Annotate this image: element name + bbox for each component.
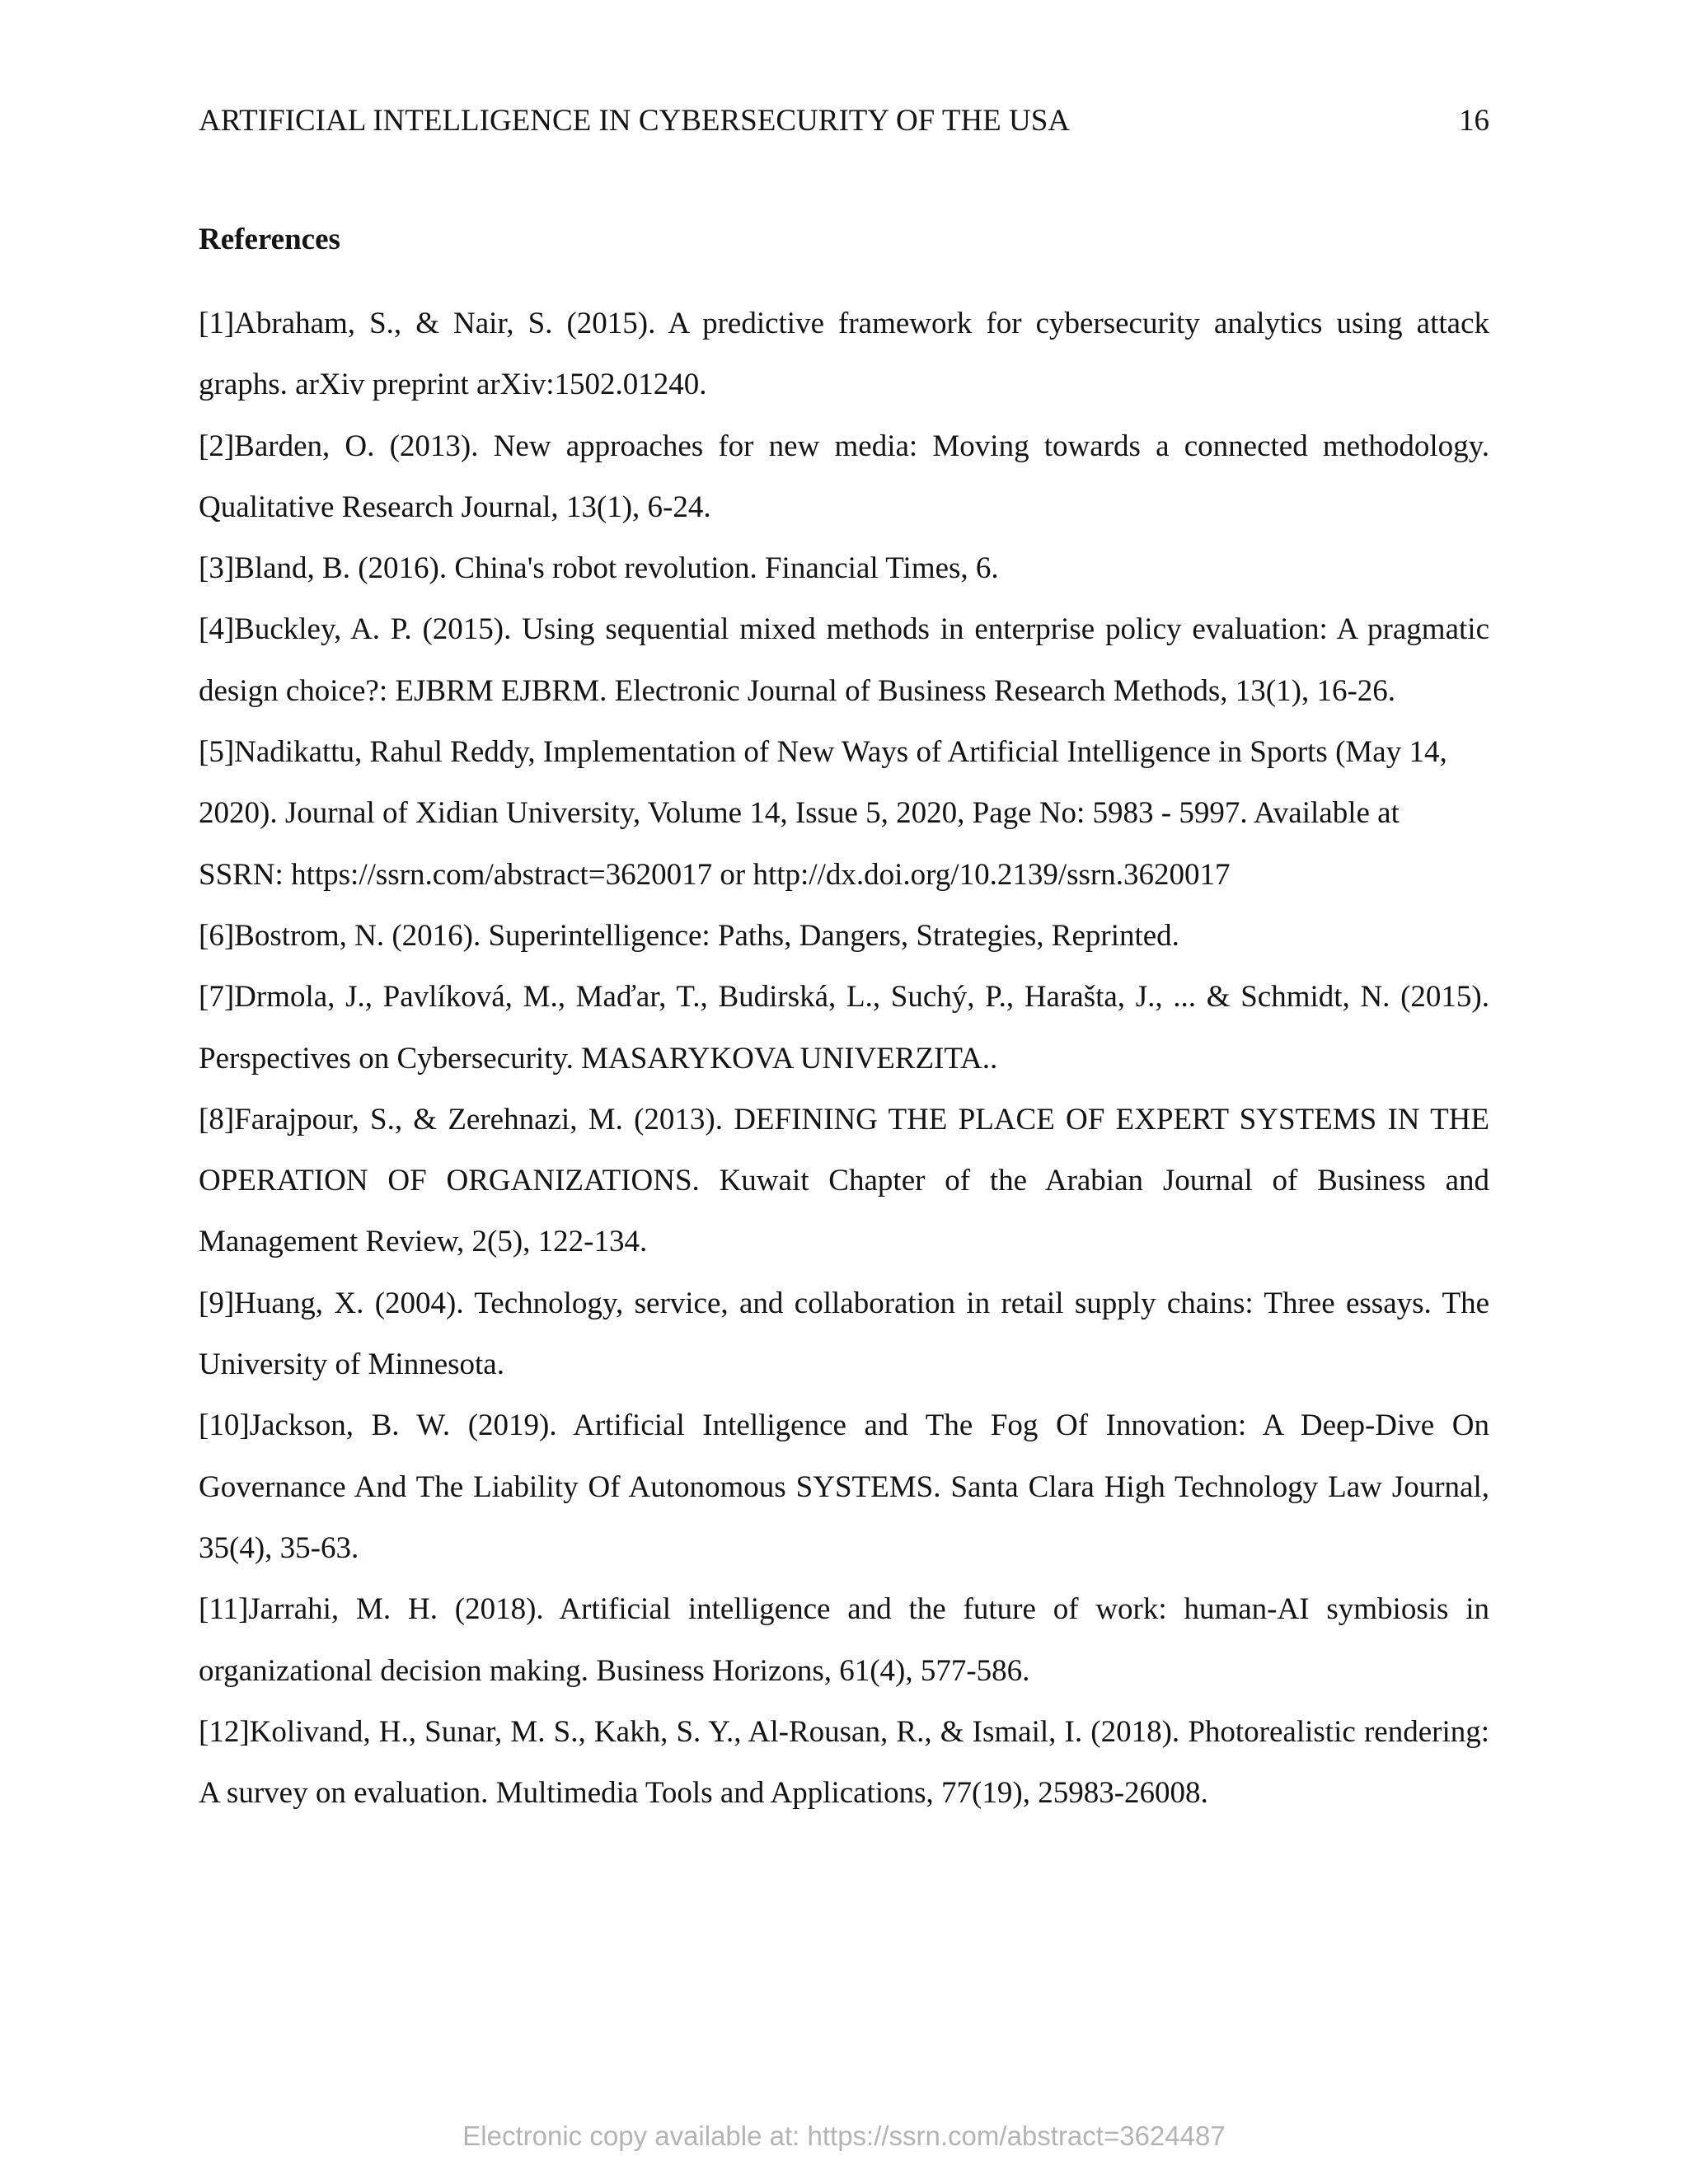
reference-item-6: [6]Bostrom, N. (2016). Superintelligence: Paths, Dangers, Strategies, Reprinted. [199, 918, 1179, 953]
reference-item-10: [10]Jackson, B. W. (2019). Artificial Intelligence and The Fog Of Innovation: A Deep-Dive On Governance And The Liability Of Autonomous SYSTEMS. Santa Clara High Technology Law Journal, 35(4), 35-63. [199, 1408, 1489, 1565]
page-number: 16 [1459, 104, 1489, 138]
reference-item-5: [5]Nadikattu, Rahul Reddy, Implementation of New Ways of Artificial Intelligence in Sports (May 14, 2020). Journal of Xidian University, Volume 14, Issue 5, 2020, Page No: 5983 - 5997. Available at SSRN: https://ssrn.com/abstract=3620017 or http://dx.doi.org/10.2139/ssrn.3620017 [199, 735, 1447, 892]
running-head [199, 101, 1489, 142]
reference-item-3: [3]Bland, B. (2016). China's robot revolution. Financial Times, 6. [199, 551, 999, 586]
ssrn-footer: Electronic copy available at: https://ssrn.com/abstract=3624487 [462, 2121, 1226, 2151]
reference-item-7: [7]Drmola, J., Pavlíková, M., Maďar, T., Budirská, L., Suchý, P., Harašta, J., ... & Schmidt, N. (2015). Perspectives on Cybersecurity. MASARYKOVA UNIVERZITA.. [199, 980, 1489, 1076]
reference-item-2: [2]Barden, O. (2013). New approaches for new media: Moving towards a connected methodology. Qualitative Research Journal, 13(1), 6-24. [199, 429, 1489, 524]
reference-item-12: [12]Kolivand, H., Sunar, M. S., Kakh, S. Y., Al-Rousan, R., & Ismail, I. (2018). Photorealistic rendering: A survey on evaluation. Multimedia Tools and Applications, 77(19), 25983-26008. [199, 1714, 1489, 1811]
reference-item-8: [8]Farajpour, S., & Zerehnazi, M. (2013). DEFINING THE PLACE OF EXPERT SYSTEMS IN THE OPERATION OF ORGANIZATIONS. Kuwait Chapter of the Arabian Journal of Business and Management Review, 2(5), 122-134. [199, 1102, 1489, 1259]
reference-item-1: [1]Abraham, S., & Nair, S. (2015). A predictive framework for cybersecurity analytics using attack graphs. arXiv preprint arXiv:1502.01240. [199, 307, 1489, 402]
reference-item-11: [11]Jarrahi, M. H. (2018). Artificial intelligence and the future of work: human-AI symbiosis in organizational decision making. Business Horizons, 61(4), 577-586. [199, 1592, 1489, 1688]
references-heading: References [199, 223, 340, 256]
reference-item-4: [4]Buckley, A. P. (2015). Using sequential mixed methods in enterprise policy evaluation: A pragmatic design choice?: EJBRM EJBRM. Electronic Journal of Business Research Methods, 13(1), 16-26. [199, 612, 1489, 708]
running-head-title: ARTIFICIAL INTELLIGENCE IN CYBERSECURITY OF THE USA [199, 104, 1071, 138]
reference-list [199, 293, 1489, 1824]
reference-item-9: [9]Huang, X. (2004). Technology, service, and collaboration in retail supply chains: Three essays. The University of Minnesota. [199, 1286, 1489, 1382]
